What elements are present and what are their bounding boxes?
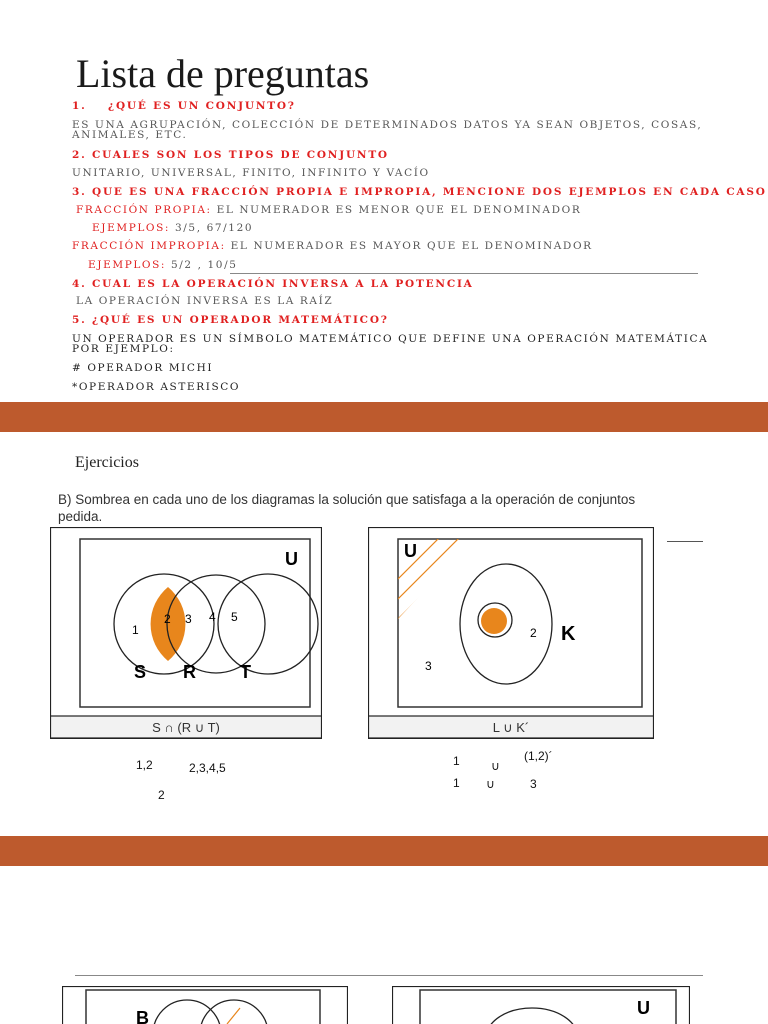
- work-1-c: 2: [158, 788, 165, 802]
- question-4: 4. CUAL ES LA OPERACIÓN INVERSA A LA POTENCIA: [72, 278, 474, 290]
- short-line: [667, 541, 703, 542]
- region-label: 2: [530, 626, 537, 640]
- answer-5-line-1: UN OPERADOR ES UN SÍMBOLO MATEMÁTICO QUE DEFINE UNA OPERACIÓN MATEMÁTICA: [72, 333, 709, 345]
- slide-divider-band-2: [0, 836, 768, 866]
- answer-3-examples-2-text: 5/2 , 10/5: [166, 259, 238, 271]
- venn-diagram-1: [50, 527, 322, 739]
- question-2: 2. CUALES SON LOS TIPOS DE CONJUNTO: [72, 149, 389, 161]
- slide-divider-band: [0, 402, 768, 432]
- exercise-instruction-line-2: pedida.: [58, 509, 103, 524]
- answer-3-examples-1: [92, 223, 253, 233]
- exercise-instruction: [58, 491, 635, 525]
- diagram-1-caption: S ∩ (R ∪ T): [152, 720, 220, 735]
- answer-5-line-3: # OPERADOR MICHI: [72, 362, 214, 374]
- answer-5-line-2: POR EJEMPLO:: [72, 343, 175, 355]
- page-title: Lista de preguntas: [76, 51, 370, 96]
- region-label: 5: [231, 610, 238, 624]
- separator-line-2: [75, 975, 703, 976]
- inner-set-fill: [481, 608, 507, 634]
- region-label: 3: [425, 659, 432, 673]
- work-1-b: 2,3,4,5: [189, 761, 226, 775]
- question-1: [72, 100, 296, 112]
- set-s-label: S: [134, 662, 147, 682]
- set-t-label: T: [240, 662, 251, 682]
- answer-4: LA OPERACIÓN INVERSA ES LA RAÍZ: [76, 295, 334, 307]
- work-1-a: 1,2: [136, 758, 153, 772]
- exercise-instruction-line-1: B) Sombrea en cada uno de los diagramas la solución que satisfaga a la operación de conjuntos: [58, 492, 636, 507]
- answer-3-impropia-text: EL NUMERADOR ES MAYOR QUE EL DENOMINADOR: [225, 240, 593, 252]
- universe-label: U: [285, 549, 298, 569]
- answer-3-examples-2: [88, 260, 238, 270]
- answer-2: UNITARIO, UNIVERSAL, FINITO, INFINITO Y VACÍO: [72, 167, 430, 179]
- answer-3-examples-1-label: EJEMPLOS:: [92, 222, 171, 234]
- question-5: 5. ¿QUÉ ES UN OPERADOR MATEMÁTICO?: [72, 314, 389, 326]
- work-2-b: ∪: [491, 759, 500, 773]
- diagram-2-caption: L ∪ K´: [492, 720, 530, 735]
- set-r-label: R: [183, 662, 196, 682]
- section-subtitle: Ejercicios: [75, 454, 139, 471]
- venn-diagram-2: [368, 527, 654, 739]
- work-2-d: 1: [453, 776, 460, 790]
- answer-3-impropia-label: FRACCIÓN IMPROPIA:: [72, 240, 226, 252]
- separator-line: [230, 273, 698, 274]
- answer-3-examples-1-text: 3/5, 67/120: [170, 222, 254, 234]
- venn-diagram-4: [392, 986, 690, 1024]
- work-2-e: ∪: [486, 777, 495, 791]
- region-label: 4: [209, 610, 216, 624]
- answer-1-line-2: ANIMALES, ETC.: [72, 129, 188, 141]
- answer-5-line-4: *OPERADOR ASTERISCO: [72, 381, 241, 393]
- answer-3-examples-2-label: EJEMPLOS:: [88, 259, 167, 271]
- answer-1-line-1: ES UNA AGRUPACIÓN, COLECCIÓN DE DETERMINADOS DATOS YA SEAN OBJETOS, COSAS,: [72, 119, 703, 131]
- answer-3-propia-label: FRACCIÓN PROPIA:: [76, 204, 212, 216]
- region-label: 1: [132, 623, 139, 637]
- set-k-label: K: [561, 623, 576, 645]
- work-2-f: 3: [530, 777, 537, 791]
- work-2-c: (1,2)´: [524, 749, 553, 763]
- answer-3-impropia: [72, 241, 593, 251]
- work-2-a: 1: [453, 754, 460, 768]
- region-label: 3: [185, 612, 192, 626]
- question-1-number: 1.: [72, 100, 87, 112]
- answer-3-propia: [76, 205, 581, 215]
- question-1-text: ¿QUÉ ES UN CONJUNTO?: [108, 100, 296, 112]
- universe-label: U: [637, 998, 650, 1018]
- universe-label: U: [404, 541, 417, 561]
- venn-diagram-3: [62, 986, 348, 1024]
- question-3: 3. QUE ES UNA FRACCIÓN PROPIA E IMPROPIA, MENCIONE DOS EJEMPLOS EN CADA CASO: [72, 186, 767, 198]
- set-b-label: B: [136, 1008, 149, 1024]
- answer-3-propia-text: EL NUMERADOR ES MENOR QUE EL DENOMINADOR: [211, 204, 582, 216]
- region-label: 2: [164, 612, 171, 626]
